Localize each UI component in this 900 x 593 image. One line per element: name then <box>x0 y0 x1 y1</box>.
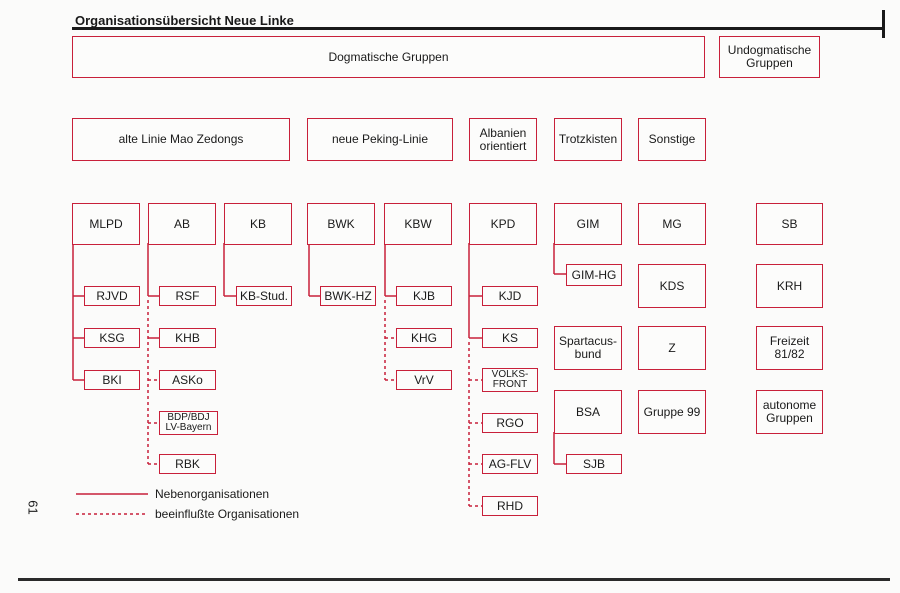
category-albanien: Albanien orientiert <box>469 118 537 161</box>
org-ks: KS <box>482 328 538 348</box>
org-autonome-gruppen: autonome Gruppen <box>756 390 823 434</box>
org-gim-hg: GIM-HG <box>566 264 622 286</box>
org-rhd: RHD <box>482 496 538 516</box>
org-bki: BKI <box>84 370 140 390</box>
page-title: Organisationsübersicht Neue Linke <box>75 13 294 28</box>
org-bdp-bdj: BDP/BDJ LV-Bayern <box>159 411 218 435</box>
org-khb: KHB <box>159 328 216 348</box>
org-bwk: BWK <box>307 203 375 245</box>
org-kb: KB <box>224 203 292 245</box>
org-rbk: RBK <box>159 454 216 474</box>
org-asko: ASKo <box>159 370 216 390</box>
org-vrv: VrV <box>396 370 452 390</box>
org-sjb: SJB <box>566 454 622 474</box>
org-rsf: RSF <box>159 286 216 306</box>
org-freizeit: Freizeit 81/82 <box>756 326 823 370</box>
org-ksg: KSG <box>84 328 140 348</box>
org-khg: KHG <box>396 328 452 348</box>
category-mao: alte Linie Mao Zedongs <box>72 118 290 161</box>
org-mg: MG <box>638 203 706 245</box>
legend-solid-label: Nebenorganisationen <box>155 487 270 501</box>
org-kjb: KJB <box>396 286 452 306</box>
org-ag-flv: AG-FLV <box>482 454 538 474</box>
org-gim: GIM <box>554 203 622 245</box>
undogmatische-gruppen-box: Undogmatische Gruppen <box>719 36 820 78</box>
org-gruppe-99: Gruppe 99 <box>638 390 706 434</box>
org-krh: KRH <box>756 264 823 308</box>
org-kjd: KJD <box>482 286 538 306</box>
category-sonstige: Sonstige <box>638 118 706 161</box>
org-mlpd: MLPD <box>72 203 140 245</box>
org-bsa: BSA <box>554 390 622 434</box>
org-rjvd: RJVD <box>84 286 140 306</box>
org-ab: AB <box>148 203 216 245</box>
dogmatische-gruppen-box: Dogmatische Gruppen <box>72 36 705 78</box>
org-spartacusbund: Spartacus- bund <box>554 326 622 370</box>
org-kds: KDS <box>638 264 706 308</box>
category-peking: neue Peking-Linie <box>307 118 453 161</box>
category-trotzkisten: Trotzkisten <box>554 118 622 161</box>
org-volksfront: VOLKS- FRONT <box>482 368 538 392</box>
org-sb: SB <box>756 203 823 245</box>
org-bwk-hz: BWK-HZ <box>320 286 376 306</box>
org-kb-stud: KB-Stud. <box>236 286 292 306</box>
org-kpd: KPD <box>469 203 537 245</box>
org-z: Z <box>638 326 706 370</box>
bottom-rule <box>18 578 890 581</box>
org-kbw: KBW <box>384 203 452 245</box>
org-rgo: RGO <box>482 413 538 433</box>
legend-dashed-label: beeinflußte Organisationen <box>155 507 300 521</box>
page-number: 61 <box>25 500 41 515</box>
